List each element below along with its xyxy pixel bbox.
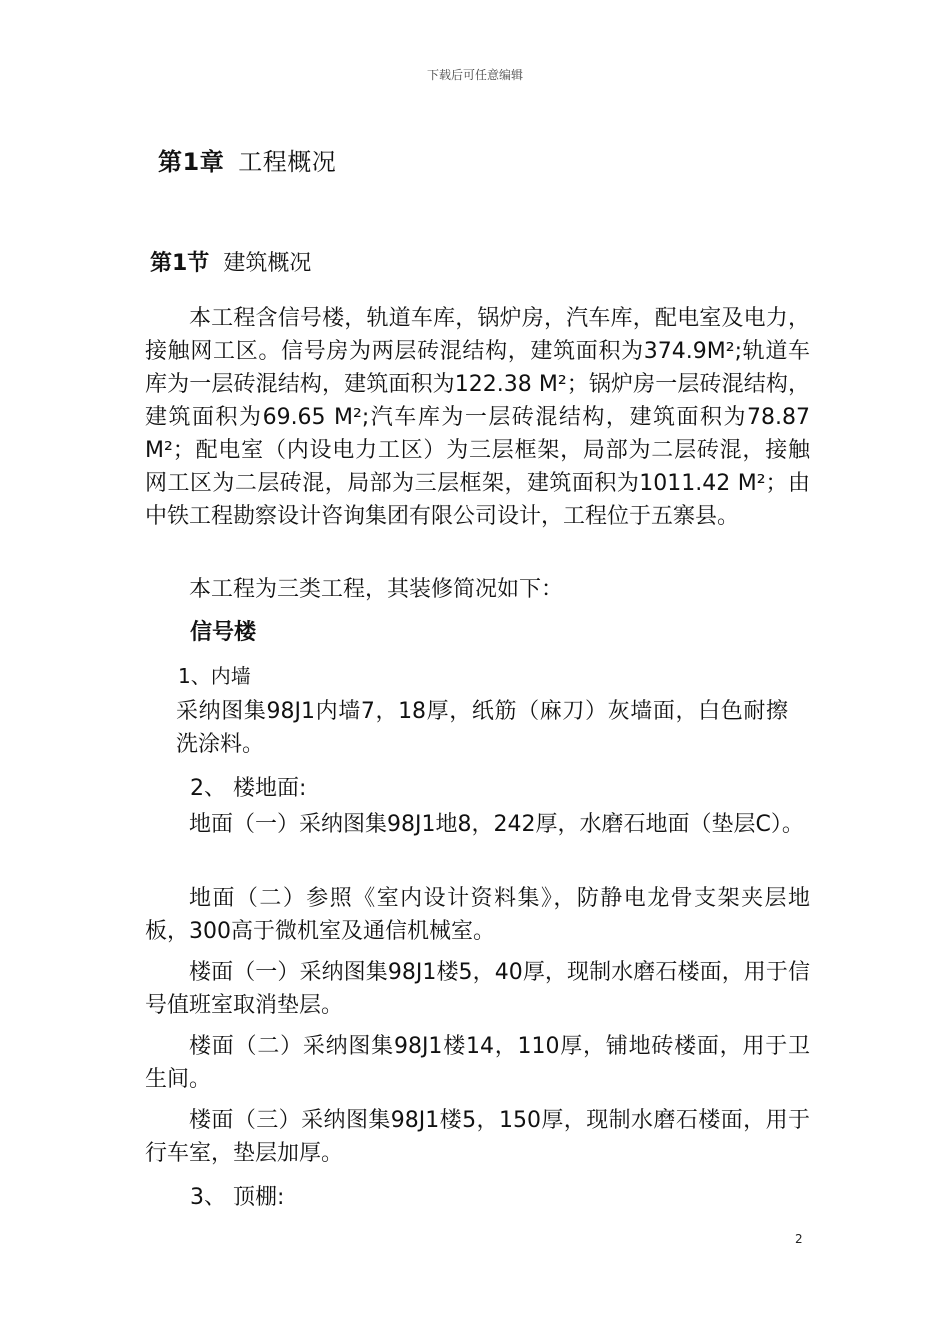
chapter-title: 工程概况 [238, 148, 337, 176]
chapter-number: 第1章 [158, 148, 225, 176]
class-paragraph: 本工程为三类工程，其装修简况如下： [189, 577, 564, 602]
inner-wall-text: 采纳图集98J1内墙7，18厚，纸筋（麻刀）灰墙面，白色耐擦洗涂料。 [176, 699, 788, 757]
floor-1-block [145, 808, 810, 841]
chapter-heading [158, 142, 336, 177]
floor-3-block [145, 956, 810, 1022]
floor-3-text: 楼面（一）采纳图集98J1楼5，40厚，现制水磨石楼面，用于信号值班室取消垫层。 [145, 960, 810, 1018]
floor-1-text: 地面（一）采纳图集98J1地8，242厚，水磨石地面（垫层C）。 [189, 812, 804, 837]
section-number: 第1节 [150, 251, 210, 276]
inner-wall-block [176, 695, 788, 761]
class-paragraph-block [145, 573, 810, 606]
inner-wall-label: 1、内墙 [178, 664, 251, 688]
section-heading [150, 246, 311, 277]
floor-2-text: 地面（二）参照《室内设计资料集》，防静电龙骨支架夹层地板，300高于微机室及通信机械室。 [145, 886, 810, 944]
section-title: 建筑概况 [223, 251, 312, 276]
floor-5-text: 楼面（三）采纳图集98J1楼5，150厚，现制水磨石楼面，用于行车室，垫层加厚。 [145, 1108, 810, 1166]
page-number: 2 [795, 1232, 803, 1246]
intro-paragraph: 本工程含信号楼，轨道车库，锅炉房，汽车库，配电室及电力，接触网工区。信号房为两层砖混结构，建筑面积为374.9M²;轨道车库为一层砖混结构，建筑面积为122.38 M²；锅炉房一层砖混结构，建筑面积为69.65 M²;汽车库为一层砖混结构，建筑面积为78.87 M²；配电室（内设电力工区）为三层框架，局部为二层砖混，接触网工区为二层砖混，局部为三层框架，建筑面积为1011.42 M²；由中铁工程勘察设计咨询集团有限公司设计，工程位于五寨县。 [145, 306, 810, 529]
floor-5-block [145, 1104, 810, 1170]
floor-label: 2、 楼地面: [190, 776, 307, 801]
signal-building-heading: 信号楼 [190, 620, 257, 645]
floor-4-block [145, 1030, 810, 1096]
ceiling-label: 3、 顶棚: [190, 1185, 285, 1210]
intro-paragraph-block [145, 302, 810, 533]
floor-2-block [145, 882, 810, 948]
header-note: 下载后可任意编辑 [426, 68, 523, 82]
floor-4-text: 楼面（二）采纳图集98J1楼14，110厚，铺地砖楼面，用于卫生间。 [145, 1034, 810, 1092]
